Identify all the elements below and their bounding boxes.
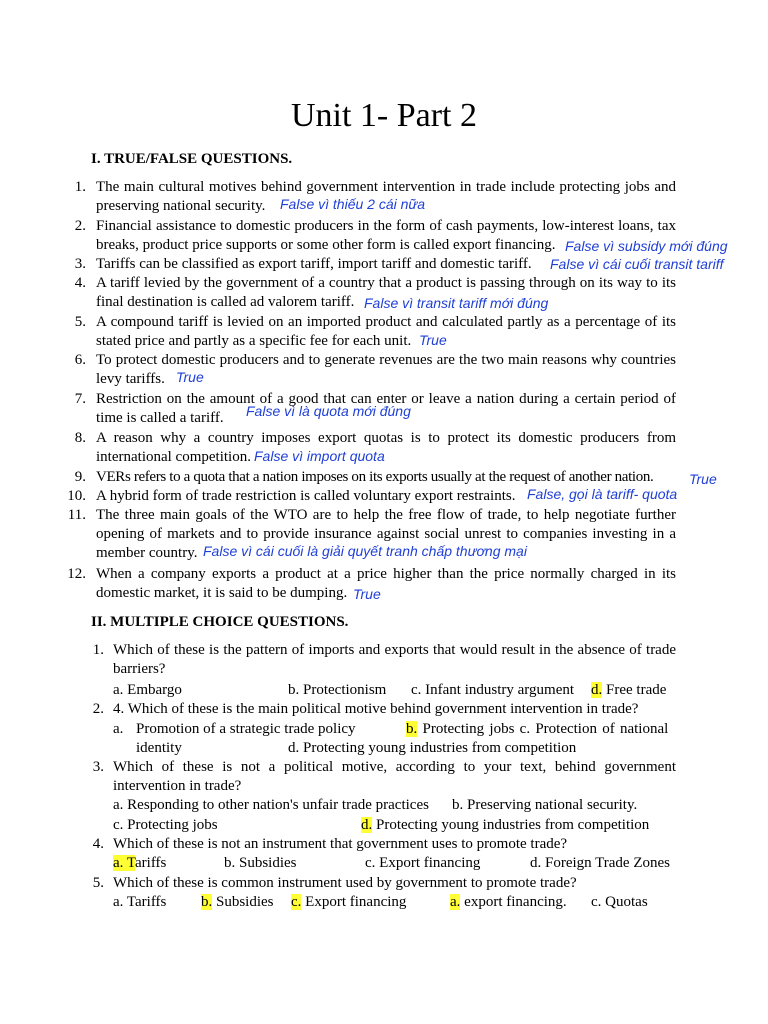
choice-b: b. Preserving national security. (452, 797, 638, 813)
question-line: The three main goals of the WTO are to help the free flow of trade, to help negotiate further (96, 507, 676, 523)
question-line: 4. Which of these is the main political motive behind government intervention in trade? (113, 701, 639, 717)
choice-text: Protecting jobs c. Protection of national (417, 721, 669, 737)
choice-c: c. Protecting jobs (113, 817, 218, 833)
choice-d (591, 681, 666, 699)
question-line: Which of these is not a political motive, according to your text, behind government (113, 759, 676, 775)
highlighted-answer-marker: d. (361, 817, 373, 833)
question-line: Which of these is the pattern of imports and exports that would result in the absence of trade (113, 642, 676, 658)
choice-a: Promotion of a strategic trade policy (136, 721, 356, 737)
item-number: 4. (92, 836, 104, 852)
item-number: 7. (74, 391, 86, 407)
item-number: 5. (92, 875, 104, 891)
answer-annotation: True (353, 586, 381, 602)
choice-b: b. Protectionism (288, 682, 387, 698)
choice-c (291, 893, 406, 911)
highlighted-answer-marker: b. (201, 894, 213, 910)
choice-a: a. Tariffs (113, 894, 167, 910)
question-line: stated price and partly as a specific fee for each unit. (96, 333, 412, 349)
choice-text: ariffs (135, 855, 167, 871)
choice-b (201, 893, 274, 911)
item-number: 4. (74, 275, 86, 291)
answer-annotation: True (689, 471, 717, 487)
choice-text: Protecting young industries from competition (372, 817, 650, 833)
question-line: barriers? (113, 661, 166, 677)
highlighted-answer-marker: b. (406, 721, 418, 737)
answer-annotation: False vì import quota (254, 448, 385, 464)
choice-d: d. Protecting young industries from competition (288, 740, 577, 756)
highlighted-answer-marker: c. (291, 894, 302, 910)
answer-annotation: False vì cái cuối là giải quyết tranh chấp thương mại (203, 543, 527, 559)
choice-text: Free trade (602, 682, 667, 698)
choice-a-marker: a. (113, 721, 124, 737)
item-number: 6. (74, 352, 86, 368)
highlighted-answer-marker: a. T (113, 855, 136, 871)
section-heading-multiple-choice: II. MULTIPLE CHOICE QUESTIONS. (91, 614, 349, 630)
question-line: final destination is called ad valorem tariff. (96, 294, 355, 310)
item-number: 10. (67, 488, 86, 504)
item-number: 2. (92, 701, 104, 717)
question-line: VERs refers to a quota that a nation imposes on its exports usually at the request of another nation. (96, 469, 654, 485)
item-number: 8. (74, 430, 86, 446)
item-number: 12. (67, 566, 86, 582)
answer-annotation: True (419, 332, 447, 348)
answer-annotation: False vì thiếu 2 cái nữa (280, 196, 426, 212)
answer-annotation: False vì là quota mới đúng (246, 403, 411, 419)
choice-b: b. Subsidies (224, 855, 297, 871)
question-line: A compound tariff is levied on an imported product and calculated partly as a percentage of its (96, 314, 676, 330)
highlighted-answer-marker: a. (450, 894, 461, 910)
section-heading-true-false: I. TRUE/FALSE QUESTIONS. (91, 151, 293, 167)
question-line: A reason why a country imposes export quotas is to protect its domestic producers from (96, 430, 676, 446)
question-line: Which of these is common instrument used by government to promote trade? (113, 875, 577, 891)
item-number: 1. (74, 179, 86, 195)
question-line: When a company exports a product at a price higher than the price normally charged in its (96, 566, 676, 582)
choice-c: c. Export financing (365, 855, 481, 871)
question-line: preserving national security. (96, 198, 266, 214)
question-line: Tariffs can be classified as export tariff, import tariff and domestic tariff. (96, 256, 532, 272)
choice-d (361, 816, 649, 834)
choice-d: d. Foreign Trade Zones (530, 855, 670, 871)
answer-annotation: False vì transit tariff mới đúng (364, 295, 549, 311)
question-line: intervention in trade? (113, 778, 242, 794)
item-number: 3. (92, 759, 104, 775)
question-line: The main cultural motives behind government intervention in trade include protecting jobs and (96, 179, 676, 195)
answer-annotation: True (176, 369, 204, 385)
answer-annotation: False vì cái cuối transit tariff (550, 256, 724, 272)
choice-extra (450, 893, 567, 911)
choice-a: a. Responding to other nation's unfair trade practices (113, 797, 429, 813)
answer-annotation: False vì subsidy mới đúng (565, 238, 728, 254)
item-number: 1. (92, 642, 104, 658)
choice-text: Subsidies (212, 894, 274, 910)
item-number: 2. (74, 218, 86, 234)
choice-text: export financing. (460, 894, 567, 910)
question-line: To protect domestic producers and to generate revenues are the two main reasons why countries (96, 352, 676, 368)
item-number: 9. (74, 469, 86, 485)
question-line: A hybrid form of trade restriction is called voluntary export restraints. (96, 488, 516, 504)
item-number: 3. (74, 256, 86, 272)
question-line: Financial assistance to domestic producers in the form of cash payments, low-interest loans, tax (96, 218, 676, 234)
question-line: breaks, product price supports or some other form is called export financing. (96, 237, 556, 253)
highlighted-answer-marker: d. (591, 682, 603, 698)
choice-text: Export financing (301, 894, 407, 910)
answer-annotation: False, gọi là tariff- quota (527, 486, 678, 502)
choice-a-continued: identity (136, 740, 182, 756)
choice-c: c. Infant industry argument (411, 682, 575, 698)
choice-a (113, 854, 166, 872)
choice-d: c. Quotas (591, 894, 648, 910)
item-number: 11. (67, 507, 86, 523)
question-line: international competition. (96, 449, 251, 465)
question-line: domestic market, it is said to be dumping. (96, 585, 348, 601)
question-line: Which of these is not an instrument that government uses to promote trade? (113, 836, 568, 852)
question-line: Restriction on the amount of a good that can enter or leave a nation during a certain period of (96, 391, 676, 407)
question-line: member country. (96, 545, 198, 561)
question-line: A tariff levied by the government of a country that a product is passing through on its way to its (96, 275, 676, 291)
question-line: levy tariffs. (96, 371, 165, 387)
choice-b (406, 720, 676, 738)
page-title: Unit 1- Part 2 (290, 97, 478, 134)
choice-a: a. Embargo (113, 682, 182, 698)
question-line: time is called a tariff. (96, 410, 224, 426)
question-line: opening of markets and to provide insurance against social unrest to companies investing in a (96, 526, 676, 542)
item-number: 5. (74, 314, 86, 330)
